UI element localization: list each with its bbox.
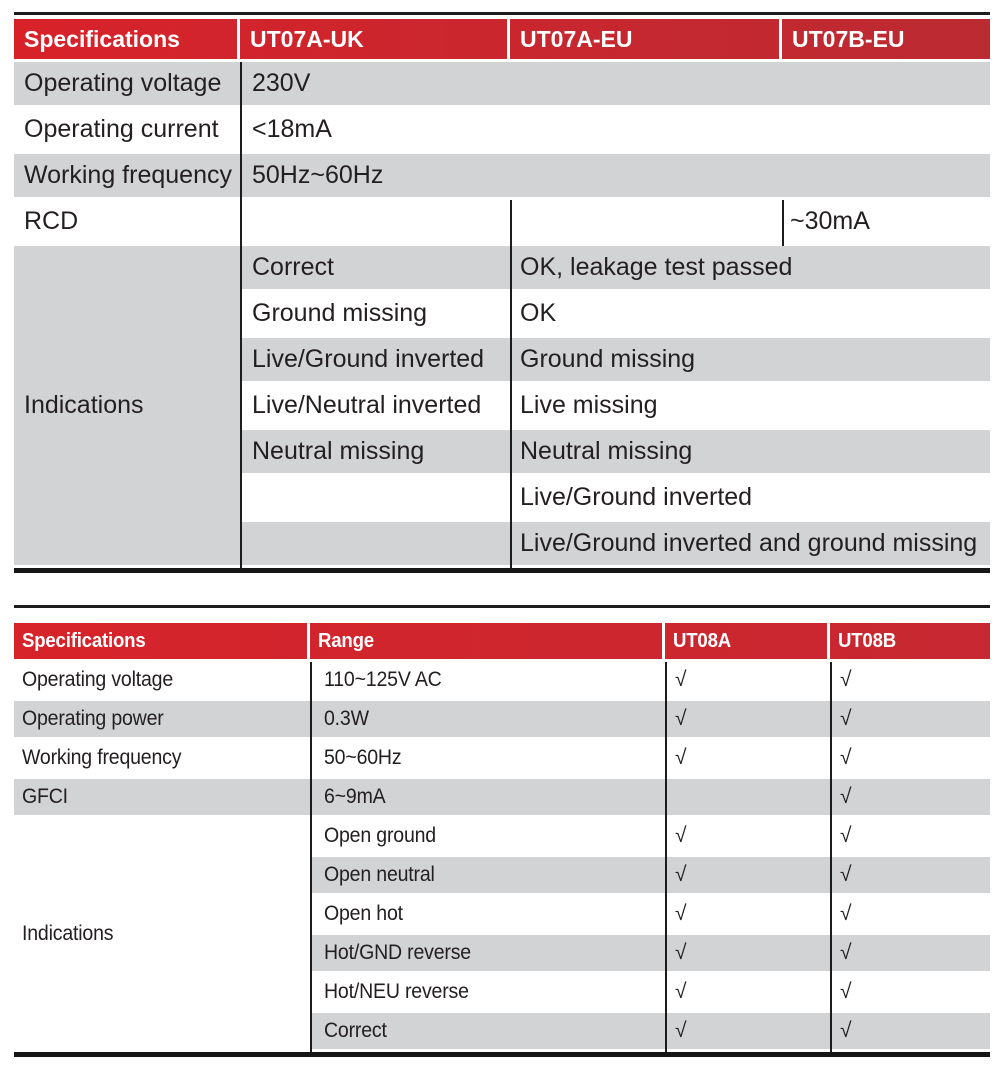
rcd-ut07b-eu-value: ~30mA xyxy=(790,207,870,235)
indication-text: Hot/GND reverse xyxy=(324,941,471,964)
ut08b-check-cell: √ xyxy=(840,707,852,730)
ut08a-check-cell: √ xyxy=(675,941,687,964)
indication-eu-cell: Live/Ground inverted xyxy=(520,483,753,511)
ut08a-check-cell: √ xyxy=(675,902,687,925)
indication-text: Correct xyxy=(324,1019,387,1042)
range-cell xyxy=(310,668,665,692)
ut07-spec-table xyxy=(14,12,990,573)
table1-body xyxy=(14,62,990,568)
column-divider-line xyxy=(830,662,832,1052)
ut08b-check-cell: √ xyxy=(840,863,852,886)
indication-uk-cell: Live/Ground inverted xyxy=(252,345,485,373)
table2-bottom-border xyxy=(14,1052,990,1057)
ut08a-check-cell: √ xyxy=(675,980,687,1003)
ut08a-check-cell: √ xyxy=(675,824,687,847)
header-label: UT08A xyxy=(673,629,731,652)
column-divider-line xyxy=(665,662,667,1052)
indication-row xyxy=(310,896,990,935)
value-row-operating-current xyxy=(240,108,990,154)
spec-row xyxy=(310,701,990,740)
indication-uk-cell: Neutral missing xyxy=(252,437,425,465)
table2-header-range xyxy=(310,623,665,659)
row-label-indications: Indications xyxy=(14,246,240,568)
column-divider-line xyxy=(310,662,312,1052)
indication-uk-cell: Live/Neutral inverted xyxy=(252,391,482,419)
row-label-rcd: RCD xyxy=(14,200,240,246)
range-text: 50~60Hz xyxy=(324,746,402,769)
indication-row xyxy=(240,522,990,568)
indication-eu-cell: Ground missing xyxy=(520,345,696,373)
indication-row xyxy=(240,338,990,384)
table2-header-ut08b xyxy=(830,623,990,659)
indication-uk-cell: Correct xyxy=(252,253,334,281)
row-label-operating-voltage: Operating voltage xyxy=(14,62,240,108)
ut08a-check-cell: √ xyxy=(675,668,687,691)
table2-top-border xyxy=(14,605,990,608)
range-cell xyxy=(310,785,665,809)
table1-header-ut07b-eu: UT07B-EU xyxy=(792,25,905,52)
indication-eu-cell: OK xyxy=(520,299,557,327)
table1-header-ut07a-eu: UT07A-EU xyxy=(510,19,782,59)
row-label-working-frequency xyxy=(14,740,310,779)
range-cell xyxy=(310,707,665,731)
indication-row xyxy=(240,476,990,522)
indication-eu-cell: Live/Ground inverted and ground missing xyxy=(520,529,978,557)
indication-text: Hot/NEU reverse xyxy=(324,980,469,1003)
range-text: 110~125V AC xyxy=(324,668,442,691)
value-row-rcd xyxy=(240,200,990,246)
table2-header-row xyxy=(14,623,990,659)
indication-row xyxy=(310,935,990,974)
row-label-text: Working frequency xyxy=(22,746,182,769)
ut08b-check-cell: √ xyxy=(840,980,852,1003)
ut08-spec-table xyxy=(14,605,990,1057)
indication-row xyxy=(310,818,990,857)
table1-header-ut07a-uk: UT07A-UK xyxy=(240,19,510,59)
row-label-text: Operating voltage xyxy=(22,668,174,691)
indication-row xyxy=(310,857,990,896)
spec-row xyxy=(310,740,990,779)
row-label-text: Indications xyxy=(22,921,114,945)
operating-voltage-value: 230V xyxy=(252,69,311,97)
ut08b-check-cell: √ xyxy=(840,668,852,691)
indication-row xyxy=(310,974,990,1013)
column-divider-line xyxy=(240,62,242,568)
row-label-text: GFCI xyxy=(22,785,68,808)
ut08b-check-cell: √ xyxy=(840,785,852,808)
table1-header-row xyxy=(14,19,990,59)
indication-row xyxy=(240,292,990,338)
indication-row xyxy=(240,384,990,430)
indication-uk-cell: Ground missing xyxy=(252,299,428,327)
indication-text: Open ground xyxy=(324,824,436,847)
range-cell xyxy=(310,746,665,770)
value-row-operating-voltage xyxy=(240,62,990,108)
value-row-working-frequency xyxy=(240,154,990,200)
row-label-text: Operating power xyxy=(22,707,164,730)
spec-row xyxy=(310,662,990,701)
ut08a-check-cell: √ xyxy=(675,746,687,769)
indication-row xyxy=(310,1013,990,1052)
column-divider-line xyxy=(782,200,784,246)
table2-label-column xyxy=(14,662,310,1052)
table2-header-ut08a xyxy=(665,623,830,659)
ut08b-check-cell: √ xyxy=(840,824,852,847)
ut08a-check-cell: √ xyxy=(675,707,687,730)
indication-row xyxy=(240,430,990,476)
operating-current-value: <18mA xyxy=(252,115,332,143)
table1-value-area xyxy=(240,62,990,568)
header-label: Range xyxy=(318,629,374,652)
indication-cell xyxy=(310,863,665,887)
ut08a-check-cell: √ xyxy=(675,863,687,886)
row-label-indications xyxy=(14,818,310,1052)
table2-body xyxy=(14,662,990,1052)
indication-cell xyxy=(310,1019,665,1043)
working-frequency-value: 50Hz~60Hz xyxy=(252,161,384,189)
indication-cell xyxy=(310,902,665,926)
row-label-working-frequency: Working frequency xyxy=(14,154,240,200)
indication-eu-cell: OK, leakage test passed xyxy=(520,253,793,281)
indication-eu-cell: Live missing xyxy=(520,391,658,419)
header-label: Specifications xyxy=(22,629,146,652)
indication-cell xyxy=(310,824,665,848)
table1-label-column xyxy=(14,62,240,568)
table1-bottom-border xyxy=(14,568,990,573)
table2-value-area xyxy=(310,662,990,1052)
ut08b-check-cell: √ xyxy=(840,941,852,964)
table1-header-specifications: Specifications xyxy=(14,19,240,59)
indication-text: Open neutral xyxy=(324,863,435,886)
header-label: UT08B xyxy=(838,629,896,652)
table1-top-border xyxy=(14,12,990,15)
row-label-operating-power xyxy=(14,701,310,740)
table2-header-specifications xyxy=(14,623,310,659)
indication-row xyxy=(240,246,990,292)
indication-eu-cell: Neutral missing xyxy=(520,437,693,465)
range-text: 6~9mA xyxy=(324,785,386,808)
ut08b-check-cell: √ xyxy=(840,1019,852,1042)
ut08b-check-cell: √ xyxy=(840,746,852,769)
row-label-operating-current: Operating current xyxy=(14,108,240,154)
indication-text: Open hot xyxy=(324,902,403,925)
spec-row xyxy=(310,779,990,818)
range-text: 0.3W xyxy=(324,707,369,730)
column-divider-line xyxy=(510,200,512,568)
indication-cell xyxy=(310,941,665,965)
indication-cell xyxy=(310,980,665,1004)
row-label-gfci xyxy=(14,779,310,818)
ut08a-check-cell: √ xyxy=(675,1019,687,1042)
ut08b-check-cell: √ xyxy=(840,902,852,925)
row-label-operating-voltage xyxy=(14,662,310,701)
